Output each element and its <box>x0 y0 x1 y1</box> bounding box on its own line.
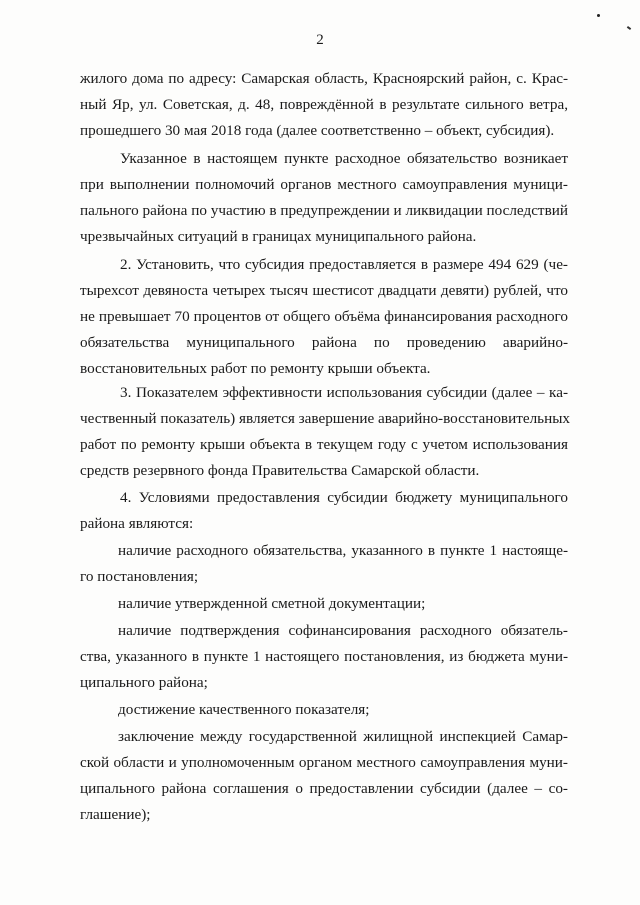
text-line: глашение); <box>80 806 151 823</box>
text-line: прошедшего 30 мая 2018 года (далее соответственно – объект, субсидия). <box>80 122 555 139</box>
text-line: наличие утвержденной сметной документации; <box>118 595 426 612</box>
text-line: ципального района; <box>80 674 208 691</box>
text-line: при выполнении полномочий органов местного самоуправления муници- <box>80 176 568 193</box>
condition-item <box>80 724 568 828</box>
paragraph-continuation <box>80 66 568 144</box>
text-line: пального района по участию в предупреждении и ликвидации последствий <box>80 202 568 219</box>
condition-item <box>80 697 568 723</box>
text-line: го постановления; <box>80 568 199 585</box>
paragraph-item-2 <box>80 252 568 382</box>
text-line: ципального района соглашения о предоставлении субсидии (далее – со- <box>80 780 568 797</box>
text-line: Указанное в настоящем пункте расходное обязательство возникает <box>120 150 568 167</box>
text-line: работ по ремонту крыши объекта в текущем году с учетом использования <box>80 436 568 453</box>
text-line: восстановительных работ по ремонту крыши объекта. <box>80 360 431 377</box>
text-line: наличие подтверждения софинансирования расходного обязатель- <box>118 622 568 639</box>
page-number: 2 <box>316 32 324 48</box>
text-line: наличие расходного обязательства, указанного в пункте 1 настояще- <box>118 542 568 559</box>
condition-item <box>80 618 568 696</box>
text-line: района являются: <box>80 515 194 532</box>
paragraph-item-3 <box>80 380 571 484</box>
text-line: не превышает 70 процентов от общего объёма финансирования расходного <box>80 308 568 325</box>
text-line: 3. Показателем эффективности использования субсидии (далее – ка- <box>120 384 568 401</box>
text-line: ской области и уполномоченным органом местного самоуправления муни- <box>80 754 568 771</box>
paragraph-obligation <box>80 146 568 250</box>
scan-speck <box>627 26 631 30</box>
text-line: ный Яр, ул. Советская, д. 48, повреждённой в результате сильного ветра, <box>80 96 568 113</box>
text-line: обязательства муниципального района по проведению аварийно- <box>80 334 568 351</box>
text-line: заключение между государственной жилищной инспекцией Самар- <box>118 728 568 745</box>
text-line: средств резервного фонда Правительства Самарской области. <box>80 462 480 479</box>
scan-speck <box>597 14 600 17</box>
text-line: 2. Установить, что субсидия предоставляется в размере 494 629 (че- <box>120 256 568 273</box>
condition-item <box>80 591 568 617</box>
text-line: достижение качественного показателя; <box>118 701 370 718</box>
text-line: чрезвычайных ситуаций в границах муниципального района. <box>80 228 477 245</box>
paragraph-item-4 <box>80 485 568 537</box>
text-line: чественный показатель) является завершение аварийно-восстановительных <box>80 410 571 427</box>
text-line: тырехсот девяноста четырех тысяч шестисот двадцати девяти) рублей, что <box>80 282 568 299</box>
text-line: 4. Условиями предоставления субсидии бюджету муниципального <box>120 489 568 506</box>
condition-item <box>80 538 568 590</box>
text-line: жилого дома по адресу: Самарская область, Красноярский район, с. Крас- <box>80 70 568 87</box>
text-line: ства, указанного в пункте 1 настоящего постановления, из бюджета муни- <box>80 648 568 665</box>
